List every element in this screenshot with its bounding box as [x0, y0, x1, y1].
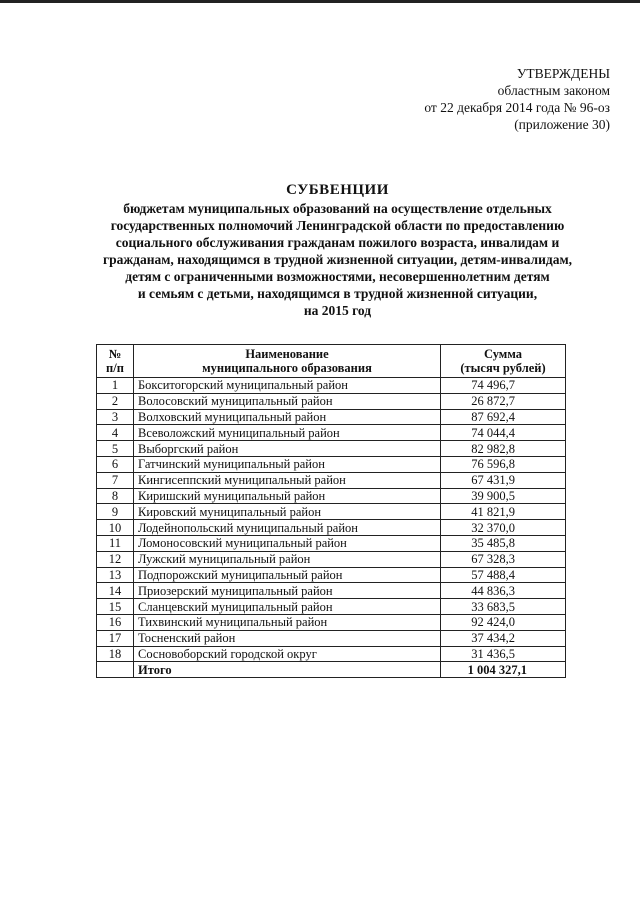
cell-num: 14: [97, 583, 134, 599]
title-line: бюджетам муниципальных образований на осуществление отдельных: [123, 201, 552, 216]
title-line: социального обслуживания гражданам пожилого возраста, инвалидам и: [115, 235, 560, 250]
approval-line-1: УТВЕРЖДЕНЫ: [516, 66, 610, 81]
cell-num: 1: [97, 378, 134, 394]
cell-num: 7: [97, 472, 134, 488]
table-header-row: [97, 345, 566, 378]
cell-num: 6: [97, 456, 134, 472]
cell-sum: 35 485,8: [441, 535, 566, 551]
table-row: [97, 425, 566, 441]
title-line: гражданам, находящимся в трудной жизненной ситуации, детям-инвалидам,: [102, 252, 573, 267]
cell-num: 13: [97, 567, 134, 583]
cell-sum: 31 436,5: [441, 646, 566, 662]
table-row: [97, 472, 566, 488]
cell-name: Приозерский муниципальный район: [134, 583, 441, 599]
cell-num: 15: [97, 599, 134, 615]
table-row: [97, 441, 566, 457]
cell-name: Тосненский район: [134, 630, 441, 646]
total-sum: 1 004 327,1: [441, 662, 566, 678]
cell-num: 8: [97, 488, 134, 504]
cell-num: 11: [97, 535, 134, 551]
cell-sum: 74 496,7: [441, 378, 566, 394]
cell-name: Бокситогорский муниципальный район: [134, 378, 441, 394]
cell-sum: 67 431,9: [441, 472, 566, 488]
cell-name: Волосовский муниципальный район: [134, 393, 441, 409]
cell-sum: 82 982,8: [441, 441, 566, 457]
header-num: № п/п: [97, 345, 134, 378]
document-title: [60, 180, 615, 319]
cell-sum: 74 044,4: [441, 425, 566, 441]
table-body: [97, 378, 566, 678]
cell-num: 16: [97, 614, 134, 630]
top-border-line: [0, 0, 640, 3]
table-row: [97, 378, 566, 394]
cell-name: Киришский муниципальный район: [134, 488, 441, 504]
cell-name: Тихвинский муниципальный район: [134, 614, 441, 630]
header-sum: Сумма (тысяч рублей): [441, 345, 566, 378]
title-line: на 2015 год: [303, 303, 372, 318]
table-row: [97, 409, 566, 425]
total-label: Итого: [134, 662, 441, 678]
table-row: [97, 614, 566, 630]
cell-sum: 33 683,5: [441, 599, 566, 615]
approval-stamp: [380, 65, 610, 133]
cell-sum: 92 424,0: [441, 614, 566, 630]
approval-line-4: (приложение 30): [514, 117, 610, 132]
cell-sum: 41 821,9: [441, 504, 566, 520]
cell-name: Лужский муниципальный район: [134, 551, 441, 567]
cell-name: Лодейнопольский муниципальный район: [134, 520, 441, 536]
cell-sum: 39 900,5: [441, 488, 566, 504]
cell-name: Ломоносовский муниципальный район: [134, 535, 441, 551]
cell-num: 10: [97, 520, 134, 536]
cell-num: [97, 662, 134, 678]
cell-sum: 26 872,7: [441, 393, 566, 409]
cell-sum: 76 596,8: [441, 456, 566, 472]
table-row: [97, 456, 566, 472]
cell-name: Сланцевский муниципальный район: [134, 599, 441, 615]
cell-name: Волховский муниципальный район: [134, 409, 441, 425]
cell-sum: 57 488,4: [441, 567, 566, 583]
cell-num: 17: [97, 630, 134, 646]
approval-line-2: областным законом: [497, 83, 610, 98]
cell-num: 3: [97, 409, 134, 425]
table-row: [97, 520, 566, 536]
title-line: и семьям с детьми, находящимся в трудной жизненной ситуации,: [137, 286, 538, 301]
cell-name: Выборгский район: [134, 441, 441, 457]
cell-num: 5: [97, 441, 134, 457]
cell-name: Подпорожский муниципальный район: [134, 567, 441, 583]
table-row: [97, 630, 566, 646]
total-row: [97, 662, 566, 678]
approval-line-3: от 22 декабря 2014 года № 96-оз: [424, 100, 610, 115]
cell-num: 12: [97, 551, 134, 567]
cell-sum: 87 692,4: [441, 409, 566, 425]
cell-sum: 32 370,0: [441, 520, 566, 536]
subventions-table: [96, 344, 566, 678]
cell-name: Гатчинский муниципальный район: [134, 456, 441, 472]
title-line: детям с ограниченными возможностями, несовершеннолетним детям: [125, 269, 550, 284]
cell-num: 2: [97, 393, 134, 409]
cell-num: 18: [97, 646, 134, 662]
header-name: Наименование муниципального образования: [134, 345, 441, 378]
table-row: [97, 646, 566, 662]
cell-sum: 44 836,3: [441, 583, 566, 599]
cell-num: 9: [97, 504, 134, 520]
cell-name: Сосновоборский городской округ: [134, 646, 441, 662]
title-line: государственных полномочий Ленинградской области по предоставлению: [110, 218, 565, 233]
title-main: СУБВЕНЦИИ: [286, 182, 389, 198]
table-row: [97, 504, 566, 520]
cell-name: Кировский муниципальный район: [134, 504, 441, 520]
table-row: [97, 535, 566, 551]
cell-sum: 67 328,3: [441, 551, 566, 567]
cell-num: 4: [97, 425, 134, 441]
table-row: [97, 488, 566, 504]
cell-name: Кингисеппский муниципальный район: [134, 472, 441, 488]
cell-sum: 37 434,2: [441, 630, 566, 646]
table-row: [97, 583, 566, 599]
table-row: [97, 599, 566, 615]
table-row: [97, 551, 566, 567]
cell-name: Всеволожский муниципальный район: [134, 425, 441, 441]
table-row: [97, 567, 566, 583]
table-row: [97, 393, 566, 409]
